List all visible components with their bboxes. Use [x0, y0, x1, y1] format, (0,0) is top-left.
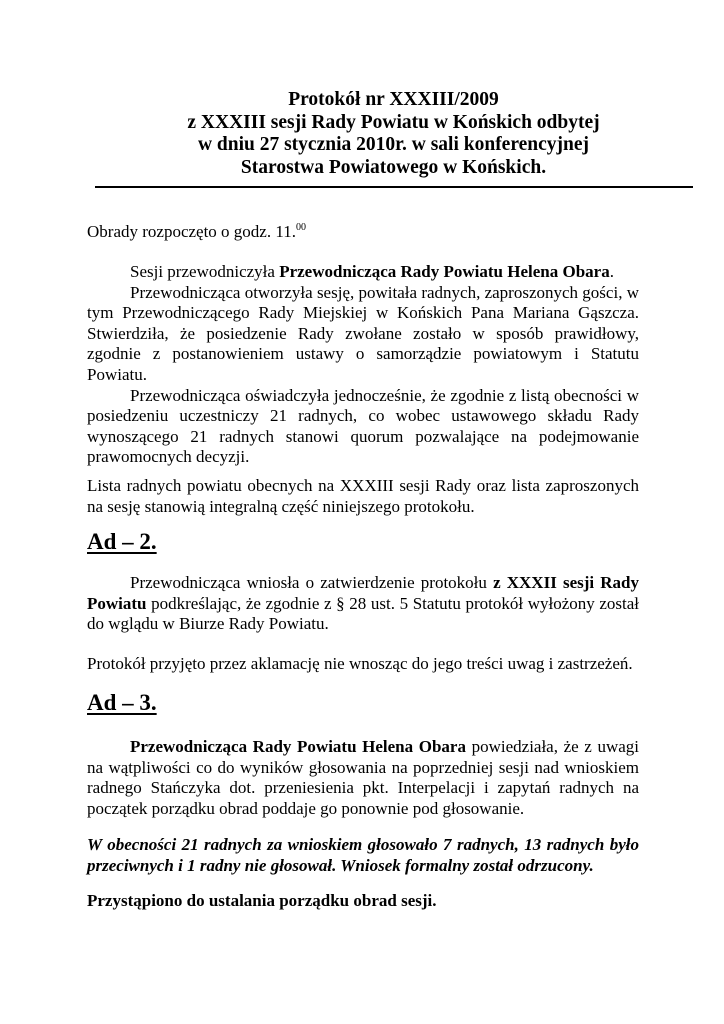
- ad2-p2-text: Protokół przyjęto przez aklamację nie wnosząc do jego treści uwag i zastrzeżeń.: [87, 654, 633, 673]
- attendance-paragraph: [87, 476, 639, 517]
- chair-name: Przewodnicząca Rady Powiatu Helena Obara: [279, 262, 610, 281]
- ad3-paragraph-1: [87, 737, 639, 819]
- agenda-text: Przystąpiono do ustalania porządku obrad sesji.: [87, 891, 437, 910]
- chair-text: Sesji przewodniczyła: [130, 262, 280, 281]
- ad2-p1-rest: podkreślając, że zgodnie z § 28 ust. 5 Statutu protokół wyłożony został do wglądu w Biurze Rady Powiatu.: [87, 593, 639, 634]
- ad3-p1-bold: Przewodnicząca Rady Powiatu Helena Obara: [130, 737, 466, 756]
- opening-paragraph: [87, 222, 639, 243]
- attendance-text: Lista radnych powiatu obecnych na XXXIII sesji Rady oraz lista zaproszonych na sesję stanowią integralną część niniejszego protokołu.: [87, 476, 639, 516]
- ad3-p1-rest: powiedziała, że z uwagi na wątpliwości co do wyników głosowania na poprzedniej sesji nad wnioskiem radnego Stańczyka dot. przeniesienia pkt. Interpelacji i zapytań radnych na początek porządku obrad poddaje go ponownie pod głosowanie.: [87, 737, 640, 818]
- ad2-paragraph-2: [87, 654, 639, 675]
- welcome-paragraph: Przewodnicząca otworzyła sesję, powitała radnych, zaproszonych gości, w tym Przewodniczącego Rady Miejskiej w Końskich Pana Mariana Gąszcza. Stwierdziła, że posiedzenie Rady zwołane zostało w sposób prawidłowy, zgodnie z postanowieniem ustawy o samorządzie powiatowym i Statutu Powiatu.: [87, 282, 639, 384]
- ad3-section: [87, 737, 639, 819]
- intro-section: [87, 262, 639, 468]
- ad2-section: [87, 573, 639, 635]
- title-line-1: Protokół nr XXXIII/2009: [288, 89, 499, 110]
- opening-time-superscript: 00: [295, 222, 306, 233]
- ad2-heading: Ad – 2.: [87, 529, 157, 554]
- ad2-paragraph-1: [87, 573, 639, 635]
- title-divider: [95, 186, 693, 188]
- title-line-4: Starostwa Powiatowego w Końskich.: [240, 156, 547, 178]
- ad2-p1-bold: z XXXII sesji Rady Powiatu: [87, 573, 640, 613]
- agenda-paragraph: [87, 891, 639, 912]
- opening-text: Obrady rozpoczęto o godz. 11.: [87, 222, 296, 241]
- chair-paragraph: [87, 262, 639, 283]
- protocol-title: [95, 89, 692, 179]
- quorum-paragraph: Przewodnicząca oświadczyła jednocześnie, że zgodnie z listą obecności w posiedzeniu uczestniczy 21 radnych, co wobec ustawowego składu Rady wynoszącego 21 radnych stanowi quorum pozwalające na podejmowanie prawomocnych decyzji.: [87, 385, 639, 467]
- vote-result-text: W obecności 21 radnych za wnioskiem głosowało 7 radnych, 13 radnych było przeciwnych i 1 radny nie głosował. Wniosek formalny został odrzucony.: [87, 835, 639, 875]
- title-line-2: z XXXIII sesji Rady Powiatu w Końskich odbytej: [187, 111, 600, 133]
- ad2-p1-text: Przewodnicząca wniosła o zatwierdzenie protokołu: [130, 573, 494, 592]
- ad3-vote-paragraph: [87, 835, 639, 876]
- chair-period: .: [609, 262, 614, 281]
- title-line-3: w dniu 27 stycznia 2010r. w sali konferencyjnej: [197, 134, 590, 155]
- ad3-heading: Ad – 3.: [87, 690, 157, 715]
